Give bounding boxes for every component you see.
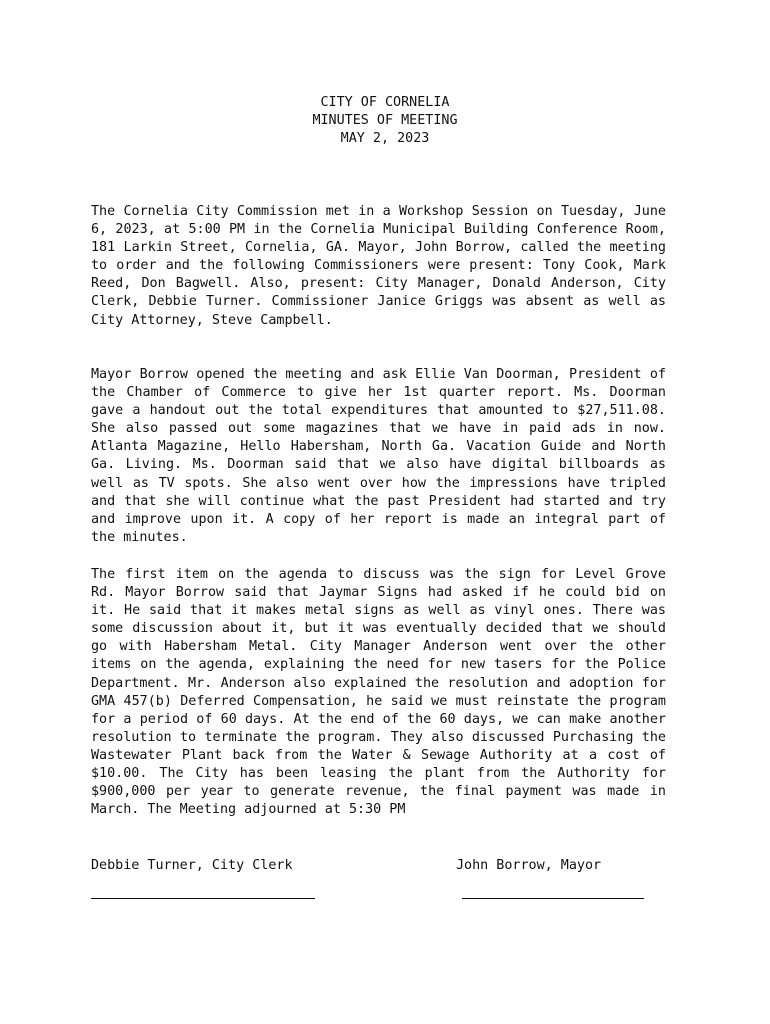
city-name: CITY OF CORNELIA [320, 95, 450, 110]
mayor-signature-line [462, 898, 644, 899]
document-title: MINUTES OF MEETING [312, 113, 458, 128]
clerk-signature-line [91, 898, 315, 899]
mayor-signature-name: John Borrow, Mayor [456, 858, 602, 873]
paragraph-attendance: The Cornelia City Commission met in a Workshop Session on Tuesday, June 6, 2023, at 5:00 PM in the Cornelia Municipal Building Conference Room, 181 Larkin Street, Cornelia, GA. Mayor, John Borrow, called the meeting to order and the following Commissioners were present: Tony Cook, Mark Reed, Don Bagwell. Also, present: City Manager, Donald Anderson, City Clerk, Debbie Turner. Commissioner Janice Griggs was absent as well as City Attorney, Steve Campbell. [91, 204, 666, 328]
paragraph-chamber-report: Mayor Borrow opened the meeting and ask Ellie Van Doorman, President of the Chamber of Commerce to give her 1st quarter report. Ms. Doorman gave a handout out the total expenditures that amounted to $27,511.08. She also passed out some magazines that we have in paid ads in now. Atlanta Magazine, Hello Habersham, North Ga. Vacation Guide and North Ga. Living. Ms. Doorman said that we also have digital billboards as well as TV spots. She also went over how the impressions have tripled and that she will continue what the past President had started and try and improve upon it. A copy of her report is made an integral part of the minutes. [91, 367, 666, 545]
document-header [0, 94, 770, 148]
clerk-signature-name: Debbie Turner, City Clerk [91, 858, 293, 873]
meeting-date: MAY 2, 2023 [340, 131, 430, 146]
paragraph-agenda-items: The first item on the agenda to discuss was the sign for Level Grove Rd. Mayor Borrow said that Jaymar Signs had asked if he could bid on it. He said that it makes metal signs as well as vinyl ones. There was some discussion about it, but it was eventually decided that we should go with Habersham Metal. City Manager Anderson went over the other items on the agenda, explaining the need for new tasers for the Police Department. Mr. Anderson also explained the resolution and adoption for GMA 457(b) Deferred Compensation, he said we must reinstate the program for a period of 60 days. At the end of the 60 days, we can make another resolution to terminate the program. They also discussed Purchasing the Wastewater Plant back from the Water & Sewage Authority at a cost of $10.00. The City has been leasing the plant from the Authority for $900,000 per year to generate revenue, the final payment was made in March. The Meeting adjourned at 5:30 PM [91, 567, 666, 818]
